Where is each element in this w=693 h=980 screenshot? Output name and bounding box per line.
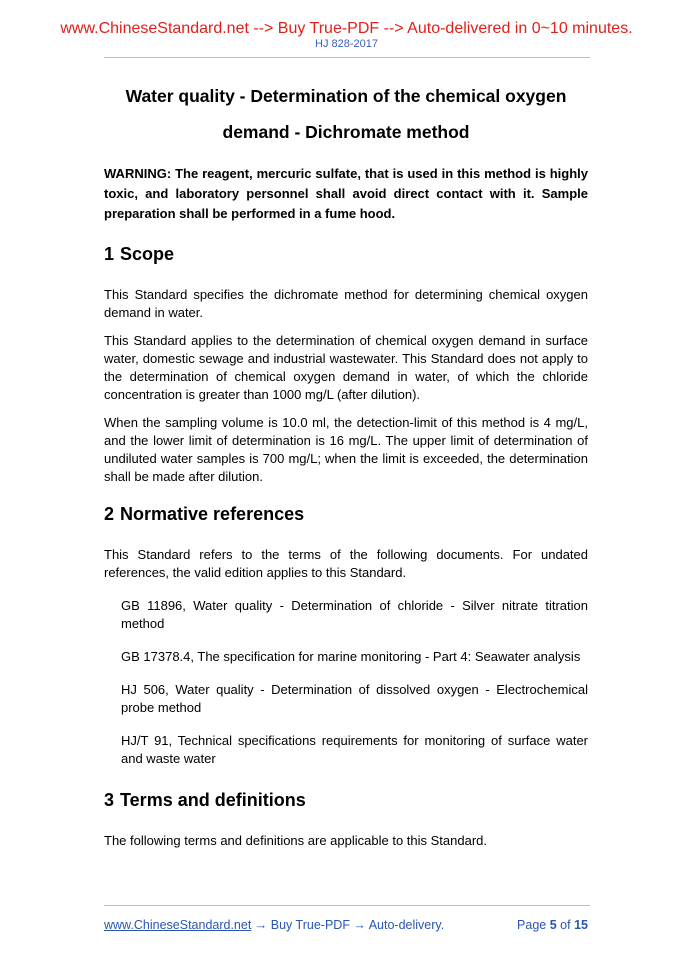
section-heading-normative-references [104, 503, 588, 525]
page-of: of [560, 918, 571, 932]
warning-text: WARNING: The reagent, mercuric sulfate, that is used in this method is highly toxic, and laboratory personnel shall avoid direct contact with it. Sample preparation shall be performed in a fume hood. [104, 166, 588, 221]
section-number: 2 [104, 504, 115, 524]
auto-delivery-text: Auto-delivery. [368, 918, 445, 932]
footer-divider [104, 905, 590, 906]
page-indicator [517, 917, 588, 933]
footer-links [104, 917, 444, 933]
paragraph: The following terms and definitions are applicable to this Standard. [104, 833, 487, 848]
section-number: 1 [104, 244, 115, 264]
header-divider [104, 57, 590, 58]
document-title [104, 78, 588, 150]
site-link[interactable]: www.ChineseStandard.net [104, 918, 252, 932]
title-line-1: Water quality - Determination of the chemical oxygen [125, 86, 567, 106]
title-line-2: demand - Dichromate method [222, 122, 470, 142]
reference-item: GB 11896, Water quality - Determination of chloride - Silver nitrate titration method [121, 598, 588, 631]
promo-banner[interactable]: www.ChineseStandard.net --> Buy True-PDF --> Auto-delivered in 0~10 minutes. [60, 20, 633, 37]
reference-item: HJ/T 91, Technical specifications requirements for monitoring of surface water and waste water [121, 733, 588, 766]
section-title: Normative references [120, 504, 305, 524]
document-body [104, 78, 588, 850]
paragraph: This Standard applies to the determination of chemical oxygen demand in surface water, domestic sewage and industrial wastewater. This Standard does not apply to the determination of chemical oxygen demand in water, of which the chloride concentration is greater than 1000 mg/L (after dilution). [104, 333, 588, 402]
section-title: Terms and definitions [120, 790, 306, 810]
paragraph: When the sampling volume is 10.0 ml, the detection-limit of this method is 4 mg/L, and the lower limit of determination is 16 mg/L. The upper limit of determination of undiluted water samples is 700 mg/L; when the limit is exceeded, the determination shall be made after dilution. [104, 415, 588, 484]
page-label: Page [517, 918, 547, 932]
page-footer [104, 917, 588, 933]
reference-item: HJ 506, Water quality - Determination of dissolved oxygen - Electrochemical probe method [121, 682, 588, 715]
standard-code: HJ 828-2017 [315, 38, 378, 50]
section-number: 3 [104, 790, 115, 810]
arrow-icon: → [251, 918, 271, 932]
paragraph: This Standard specifies the dichromate method for determining chemical oxygen demand in water. [104, 287, 588, 320]
section-heading-terms-definitions [104, 789, 588, 811]
paragraph: This Standard refers to the terms of the following documents. For undated references, the valid edition applies to this Standard. [104, 547, 588, 580]
buy-pdf-link[interactable]: Buy True-PDF [270, 918, 350, 932]
page-total: 15 [574, 918, 588, 932]
page-current: 5 [549, 918, 557, 932]
reference-item: GB 17378.4, The specification for marine monitoring - Part 4: Seawater analysis [121, 649, 581, 664]
section-title: Scope [120, 244, 175, 264]
arrow-icon: → [349, 918, 369, 932]
section-heading-scope [104, 243, 588, 265]
